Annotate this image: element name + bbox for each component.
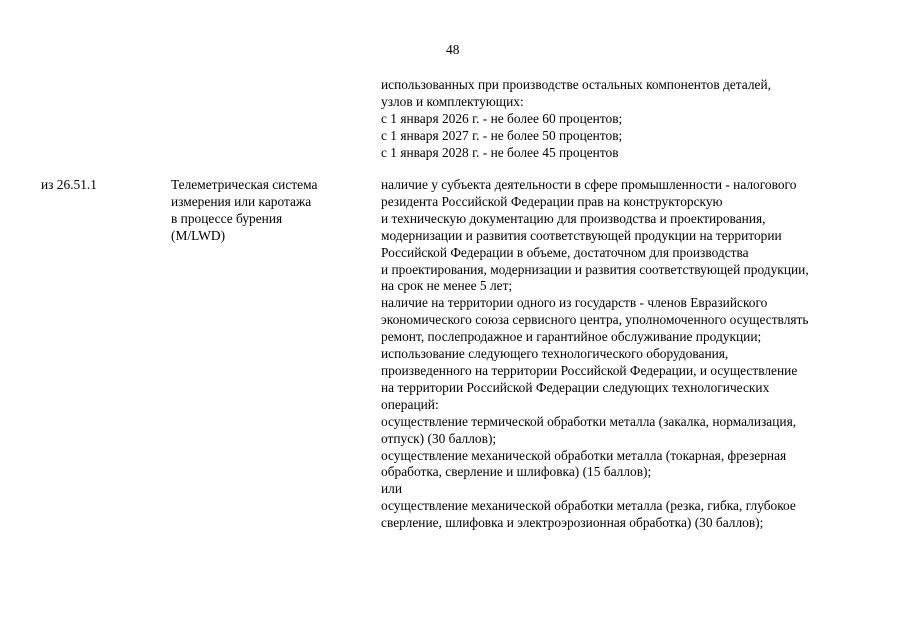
text-line: ремонт, послепродажное и гарантийное обслуживание продукции; (381, 329, 762, 345)
text-line: с 1 января 2028 г. - не более 45 процентов (381, 144, 619, 160)
page-number: 48 (446, 42, 460, 57)
text-line: на срок не менее 5 лет; (381, 278, 513, 294)
text-line: экономического союза сервисного центра, уполномоченного осуществлять (381, 312, 809, 328)
text-line: и техническую документацию для производства и проектирования, (381, 210, 766, 226)
text-line: с 1 января 2026 г. - не более 60 процентов; (381, 110, 623, 126)
text-line: произведенного на территории Российской Федерации, и осуществление (381, 362, 798, 378)
text-line: использование следующего технологического оборудования, (381, 346, 729, 362)
text-line: резидента Российской Федерации прав на конструкторскую (381, 193, 723, 209)
text-line: сверление, шлифовка и электроэрозионная обработка) (30 баллов); (381, 515, 764, 531)
text-line: с 1 января 2027 г. - не более 50 процентов; (381, 127, 623, 143)
text-line: и проектирования, модернизации и развития соответствующей продукции, (381, 261, 809, 277)
text-line: Телеметрическая система (171, 177, 318, 192)
text-line: наличие у субъекта деятельности в сфере промышленности - налогового (381, 177, 797, 192)
text-line: осуществление термической обработки металла (закалка, нормализация, (381, 413, 797, 429)
product-code: из 26.51.1 (41, 177, 97, 192)
text-line: (M/LWD) (171, 227, 226, 243)
text-line: Российской Федерации в объеме, достаточном для производства (381, 244, 749, 260)
text-line: узлов и комплектующих: (381, 93, 524, 109)
text-line: или (381, 481, 403, 497)
text-line: обработка, сверление и шлифовка) (15 баллов); (381, 464, 652, 480)
text-line: осуществление механической обработки металла (токарная, фрезерная (381, 447, 787, 463)
text-line: на территории Российской Федерации следующих технологических (381, 379, 770, 395)
text-line: операций: (381, 396, 439, 412)
text-line: отпуск) (30 баллов); (381, 430, 497, 446)
text-line: использованных при производстве остальных компонентов деталей, (381, 77, 771, 92)
product-name (171, 177, 361, 245)
text-line: модернизации и развития соответствующей продукции на территории (381, 227, 782, 243)
text-line: наличие на территории одного из государств - членов Евразийского (381, 295, 768, 311)
text-line: измерения или каротажа (171, 193, 312, 209)
product-requirements (381, 177, 881, 532)
text-line: осуществление механической обработки металла (резка, гибка, глубокое (381, 498, 796, 514)
continued-requirement-text (381, 77, 881, 162)
text-line: в процессе бурения (171, 210, 283, 226)
